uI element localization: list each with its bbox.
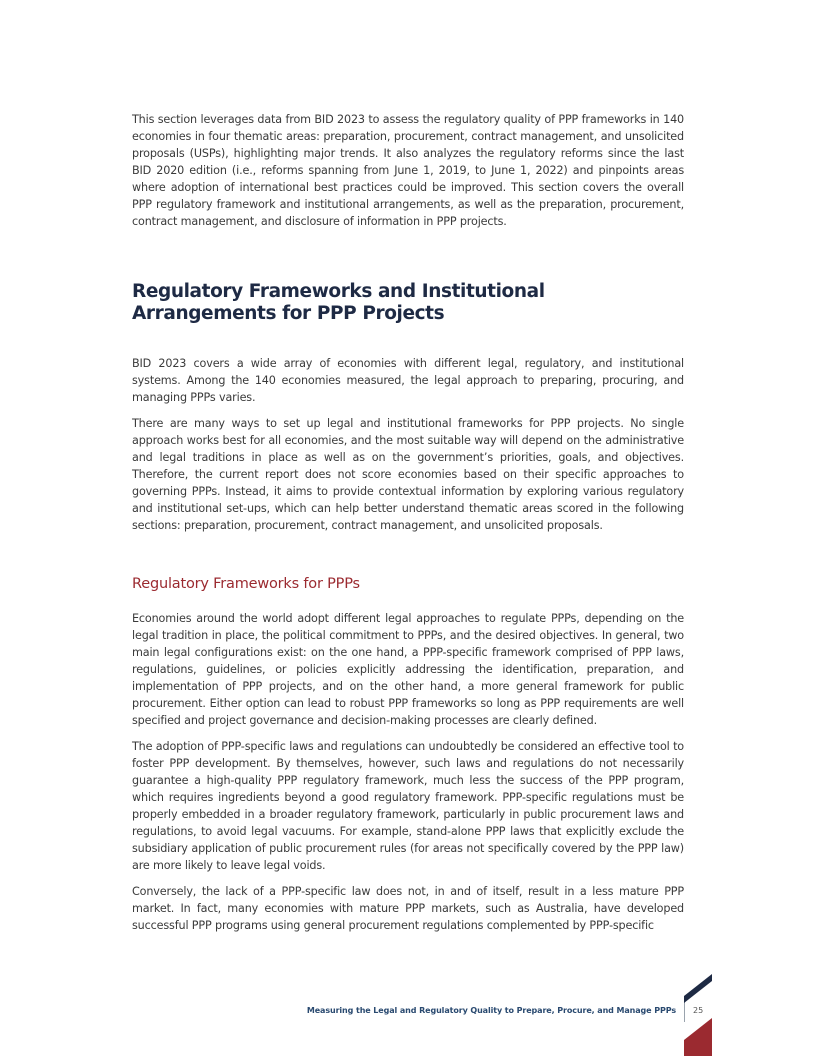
paragraph: The adoption of PPP-specific laws and regulations can undoubtedly be considered an effective tool to foster PPP development. By themselves, however, such laws and regulations do not necessarily guarantee a high-quality PPP regulatory framework, much less the success of the PPP program, which requires ingredients beyond a good regulatory framework. PPP-specific regulations must be properly embedded in a broader regulatory framework, particularly in public procurement laws and regulations, to avoid legal vacuums. For example, stand-alone PPP laws that explicitly exclude the subsidiary application of public procurement rules (for areas not specifically covered by the PPP law) are more likely to leave legal voids. <box>132 740 684 872</box>
section-heading: Regulatory Frameworks and Institutional Arrangements for PPP Projects <box>132 281 545 324</box>
footer-running-title: Measuring the Legal and Regulatory Quality to Prepare, Procure, and Manage PPPs <box>306 1006 676 1015</box>
corner-red-block <box>684 1018 712 1056</box>
paragraph: BID 2023 covers a wide array of economies with different legal, regulatory, and institutional systems. Among the 140 economies measured, the legal approach to preparing, procuring, and managing PPPs varies. <box>132 357 684 404</box>
paragraph: Conversely, the lack of a PPP-specific law does not, in and of itself, result in a less mature PPP market. In fact, many economies with mature PPP markets, such as Australia, have developed successful PPP programs using general procurement regulations complemented by PPP-specific <box>132 885 684 932</box>
section2-body <box>132 610 684 934</box>
section1-body <box>132 355 684 534</box>
page-number: 25 <box>693 1006 704 1015</box>
subsection-heading: Regulatory Frameworks for PPPs <box>132 576 360 592</box>
intro-paragraph: This section leverages data from BID 2023 to assess the regulatory quality of PPP frameworks in 140 economies in four thematic areas: preparation, procurement, contract management, and unsolicited proposals (USPs), highlighting major trends. It also analyzes the regulatory reforms since the last BID 2020 edition (i.e., reforms spanning from June 1, 2019, to June 1, 2022) and pinpoints areas where adoption of international best practices could be improved. This section covers the overall PPP regulatory framework and institutional arrangements, as well as the preparation, procurement, contract management, and disclosure of information in PPP projects. <box>132 113 684 228</box>
corner-decoration <box>683 974 713 1056</box>
corner-navy-stripe <box>684 974 712 1003</box>
paragraph: Economies around the world adopt different legal approaches to regulate PPPs, depending on the legal tradition in place, the political commitment to PPPs, and the desired objectives. In general, two main legal configurations exist: on the one hand, a PPP-specific framework comprised of PPP laws, regulations, guidelines, or policies explicitly addressing the identification, preparation, and implementation of PPP projects, and on the other hand, a more general framework for public procurement. Either option can lead to robust PPP frameworks so long as PPP requirements are well specified and project governance and decision-making processes are clearly defined. <box>132 612 684 727</box>
paragraph: There are many ways to set up legal and institutional frameworks for PPP projects. No single approach works best for all economies, and the most suitable way will depend on the administrative and legal traditions in place as well as on the government’s priorities, goals, and objectives. Therefore, the current report does not score economies based on their specific approaches to governing PPPs. Instead, it aims to provide contextual information by exploring various regulatory and institutional set-ups, which can help better understand thematic areas scored in the following sections: preparation, procurement, contract management, and unsolicited proposals. <box>132 417 684 532</box>
